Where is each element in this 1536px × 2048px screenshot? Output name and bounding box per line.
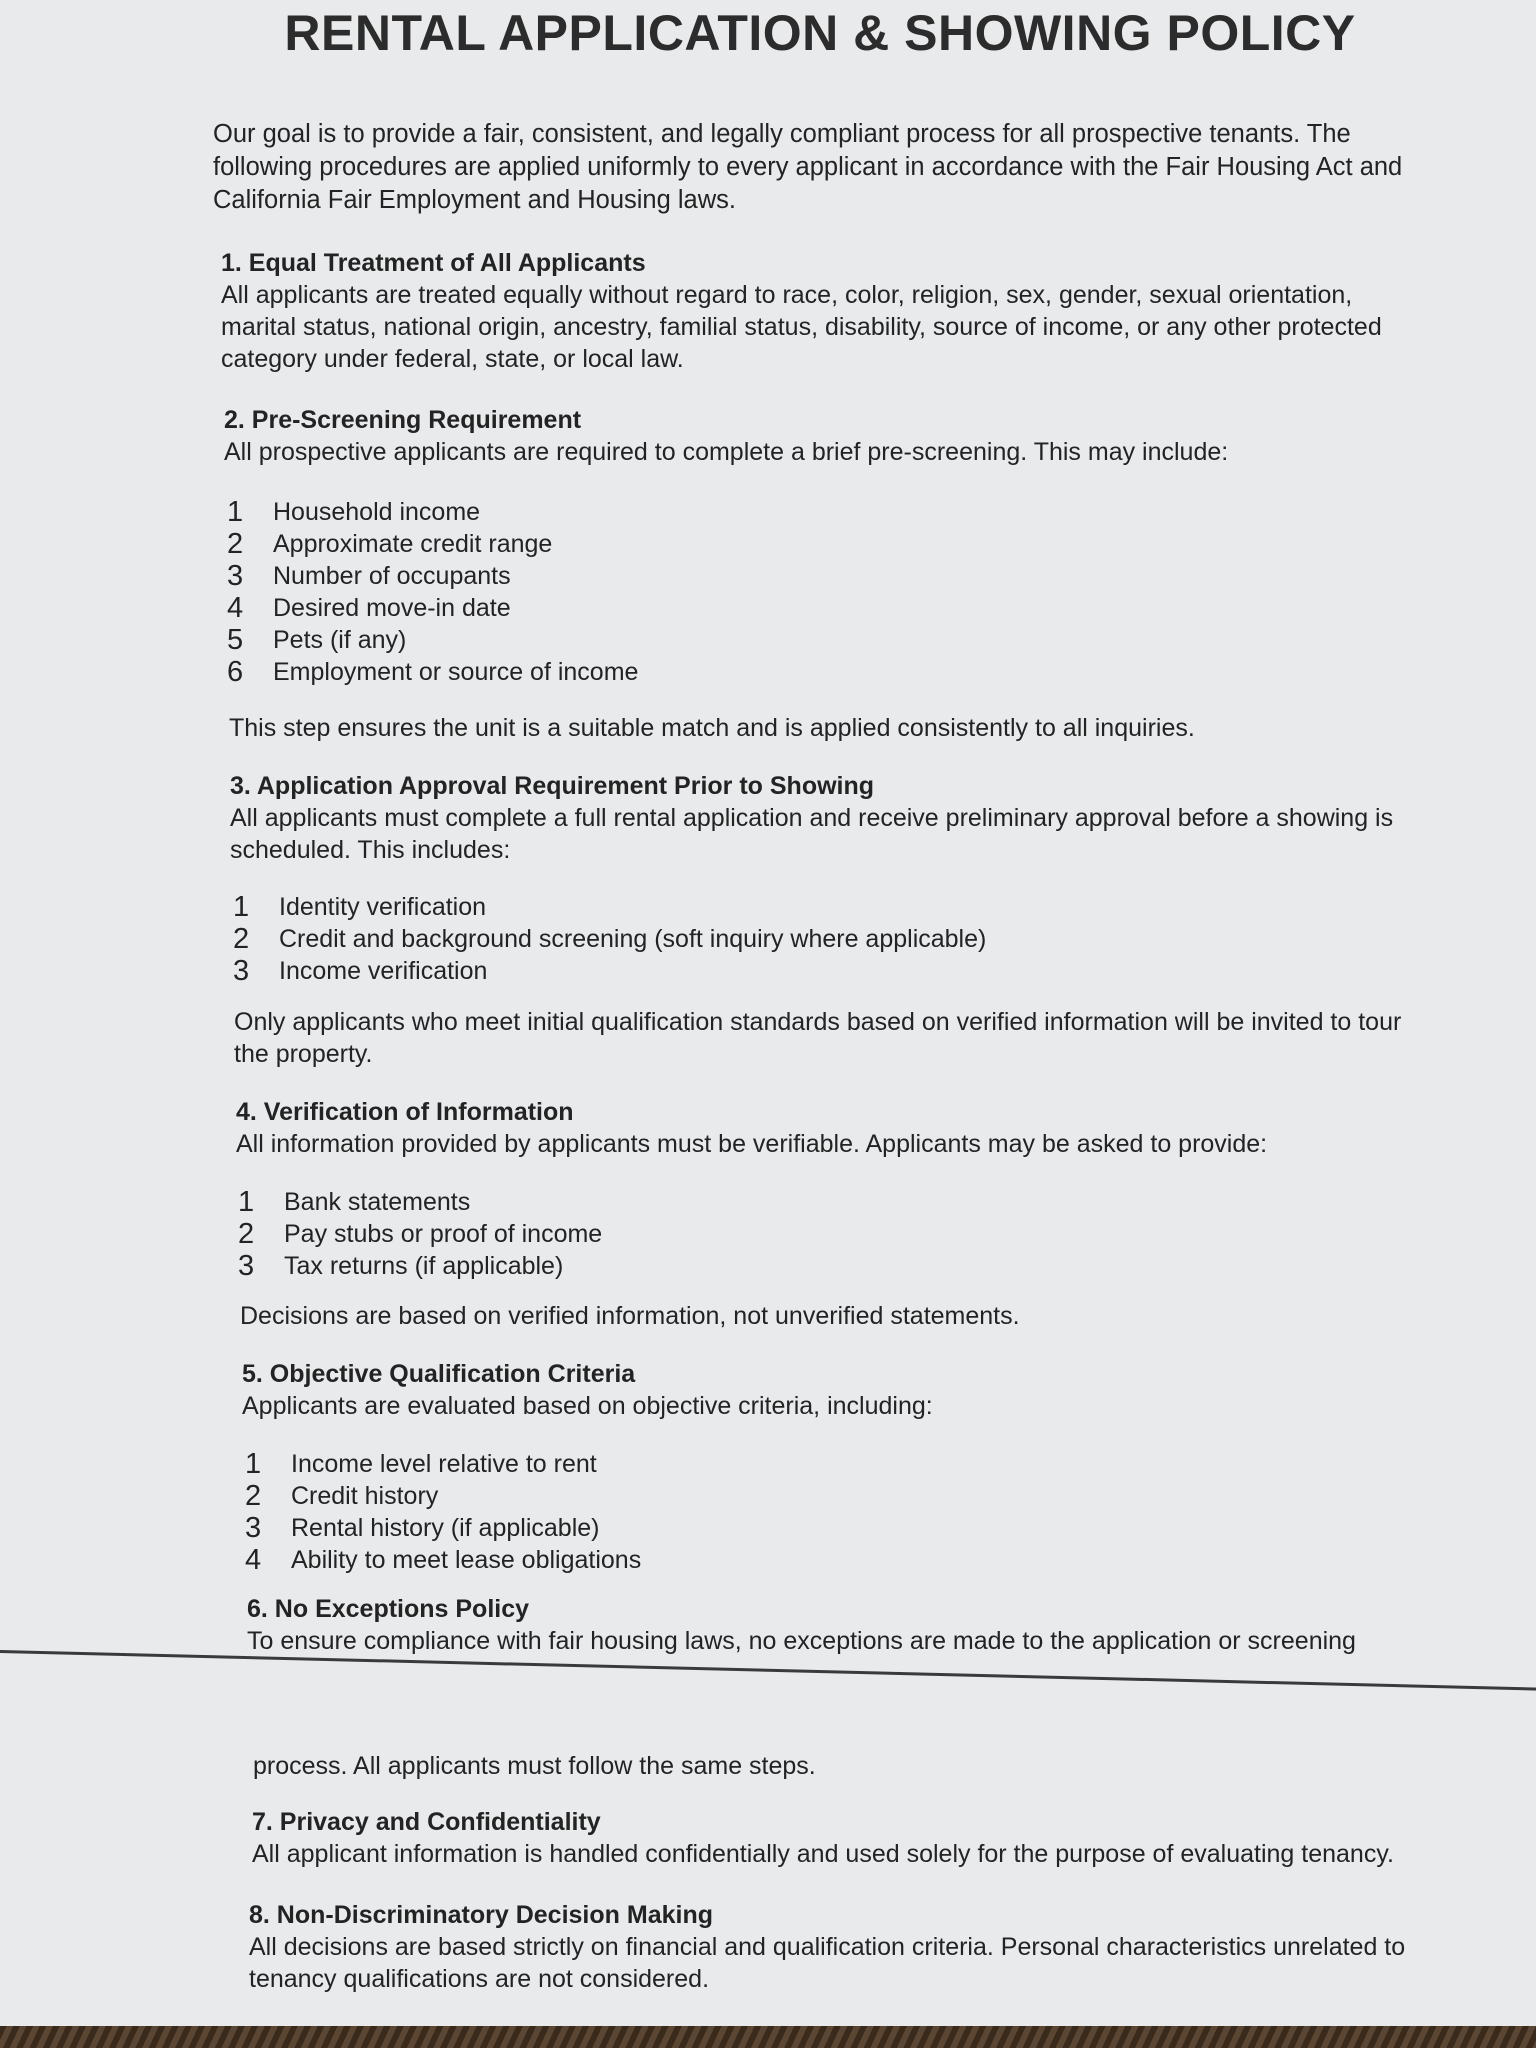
section-1 [221, 247, 1421, 375]
section-5-body: Applicants are evaluated based on objective criteria, including: [242, 1392, 933, 1420]
list-item: 4 Ability to meet lease obligations [245, 1544, 642, 1576]
section-3 [230, 770, 1420, 866]
section-7-heading: 7. Privacy and Confidentiality [252, 1808, 601, 1836]
section-4-after: Decisions are based on verified information, not unverified statements. [240, 1302, 1020, 1330]
list-item: 2 Credit and background screening (soft inquiry where applicable) [233, 923, 987, 955]
list-item: 1 Identity verification [233, 891, 487, 923]
section-2 [224, 404, 1424, 468]
section-8 [249, 1899, 1419, 1995]
list-item: 6 Employment or source of income [227, 656, 639, 688]
section-2-body: All prospective applicants are required to complete a brief pre-screening. This may include: [224, 438, 1229, 466]
list-item: 4 Desired move-in date [227, 592, 511, 624]
section-4-heading: 4. Verification of Information [236, 1098, 574, 1126]
section-6-body-part2: process. All applicants must follow the same steps. [253, 1752, 816, 1780]
section-5-heading: 5. Objective Qualification Criteria [242, 1360, 636, 1388]
intro-paragraph: Our goal is to provide a fair, consistent, and legally compliant process for all prospective tenants. The following procedures are applied uniformly to every applicant in accordance with the Fair Housing Act and California Fair Employment and Housing laws. [213, 120, 1403, 214]
section-3-body: All applicants must complete a full rental application and receive preliminary approval before a showing is scheduled. This includes: [230, 804, 1394, 864]
list-item: 3 Tax returns (if applicable) [238, 1250, 564, 1282]
section-4 [236, 1096, 1436, 1160]
list-item: 3 Income verification [233, 955, 488, 987]
section-8-heading: 8. Non-Discriminatory Decision Making [249, 1901, 713, 1929]
section-4-list [238, 1186, 602, 1282]
section-8-body: All decisions are based strictly on financial and qualification criteria. Personal characteristics unrelated to tenancy qualifications are not considered. [249, 1933, 1406, 1993]
list-item: 5 Pets (if any) [227, 624, 407, 656]
list-item: 1 Household income [227, 496, 481, 528]
list-item: 2 Pay stubs or proof of income [238, 1218, 603, 1250]
list-item: 1 Bank statements [238, 1186, 471, 1218]
section-1-body: All applicants are treated equally without regard to race, color, religion, sex, gender, sexual orientation, marital status, national origin, ancestry, familial status, disability, source of income, or any other protected category under federal, state, or local law. [221, 281, 1382, 373]
section-6-heading: 6. No Exceptions Policy [247, 1595, 530, 1623]
section-5-list [245, 1448, 641, 1576]
section-6 [247, 1593, 1447, 1657]
section-7-body: All applicant information is handled confidentially and used solely for the purpose of evaluating tenancy. [252, 1840, 1394, 1868]
section-2-heading: 2. Pre-Screening Requirement [224, 406, 582, 434]
list-item: 3 Rental history (if applicable) [245, 1512, 600, 1544]
section-1-heading: 1. Equal Treatment of All Applicants [221, 249, 646, 277]
list-item: 2 Credit history [245, 1480, 439, 1512]
section-6-body-part1: To ensure compliance with fair housing laws, no exceptions are made to the application or screening [247, 1627, 1356, 1655]
section-4-body: All information provided by applicants must be verifiable. Applicants may be asked to provide: [236, 1130, 1268, 1158]
list-item: 3 Number of occupants [227, 560, 511, 592]
list-item: 2 Approximate credit range [227, 528, 553, 560]
section-2-after: This step ensures the unit is a suitable match and is applied consistently to all inquiries. [229, 714, 1195, 742]
section-5 [242, 1358, 1442, 1422]
section-3-after: Only applicants who meet initial qualification standards based on verified information will be invited to tour the property. [234, 1008, 1402, 1068]
section-3-list [233, 891, 986, 987]
section-3-heading: 3. Application Approval Requirement Prior to Showing [230, 772, 875, 800]
section-7 [252, 1806, 1452, 1870]
list-item: 1 Income level relative to rent [245, 1448, 597, 1480]
section-2-list [227, 496, 638, 688]
document-title: RENTAL APPLICATION & SHOWING POLICY [284, 5, 1356, 61]
desk-surface [0, 2026, 1536, 2048]
